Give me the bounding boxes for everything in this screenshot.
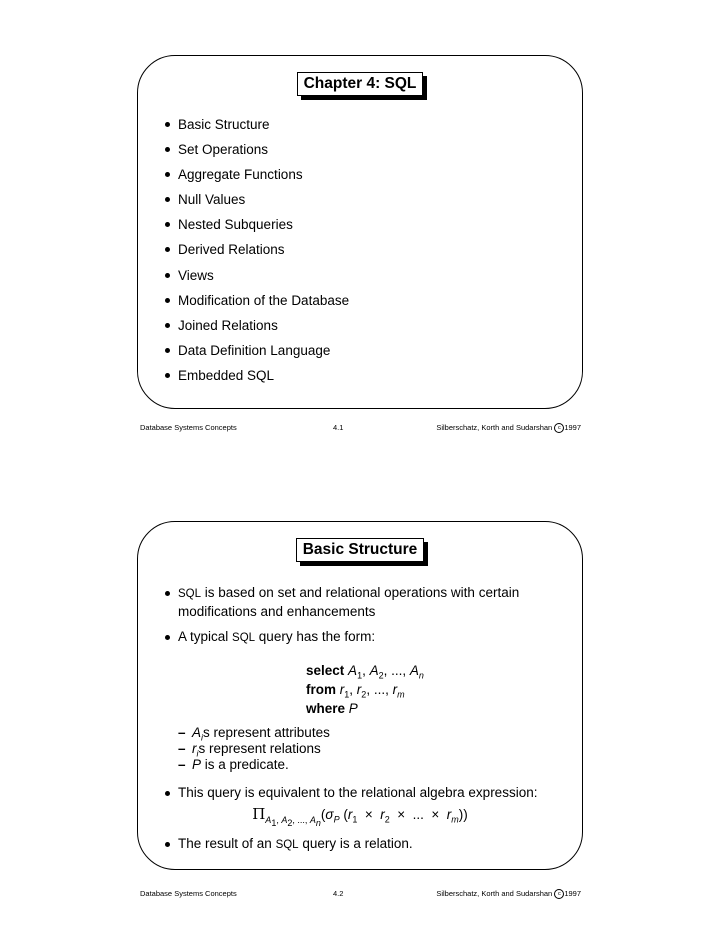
slide-1-title-wrap: [138, 72, 582, 96]
footer-authors: Silberschatz, Korth and Sudarshan c 1997: [436, 423, 581, 432]
list-item: Basic Structure: [164, 115, 349, 140]
sql-query-form: [306, 661, 424, 718]
slide-2-frame: [137, 521, 583, 870]
list-item: Aggregate Functions: [164, 165, 349, 190]
bullet-result-relation: The result of an SQL query is a relation.: [164, 835, 574, 854]
bullet-icon: [165, 122, 170, 127]
slide-1-frame: [137, 55, 583, 409]
list-item: Joined Relations: [164, 316, 349, 341]
footer-authors: Silberschatz, Korth and Sudarshan c 1997: [436, 889, 581, 898]
slide-2-title-wrap: [138, 538, 582, 562]
query-component-list: [178, 725, 330, 773]
bullet-icon: [165, 222, 170, 227]
copyright-icon: c: [554, 423, 564, 433]
list-item: Views: [164, 266, 349, 291]
select-clause: select $A_1$, $A_2$, ..., $A_n$: [306, 663, 424, 681]
bullet-icon: [165, 791, 170, 796]
list-item: Derived Relations: [164, 240, 349, 265]
list-item: Nested Subqueries: [164, 215, 349, 240]
bullet-icon: [165, 348, 170, 353]
slide-2-title: Basic Structure: [296, 538, 425, 562]
bullet-equivalence: This query is equivalent to the relational algebra expression:: [164, 784, 574, 802]
bullet-icon: [165, 842, 170, 847]
bullet-icon: [165, 247, 170, 252]
footer-page-number: 4.2: [333, 889, 344, 898]
bullet-icon: [165, 147, 170, 152]
list-item: – $r_is$ represent relations: [178, 741, 321, 759]
bullet-sql-basis: SQL is based on set and relational operations with certain modifications and enhancements: [164, 584, 574, 621]
bullet-icon: [165, 172, 170, 177]
list-item: – $A_is$ represent attributes: [178, 725, 330, 743]
footer-book-title: Database Systems Concepts: [140, 889, 237, 898]
list-item: Modification of the Database: [164, 291, 349, 316]
list-item: Data Definition Language: [164, 341, 349, 366]
list-item: Embedded SQL: [164, 366, 349, 391]
list-item: Set Operations: [164, 140, 349, 165]
footer-book-title: Database Systems Concepts: [140, 423, 237, 432]
from-clause: from $r_1$, $r_2$, ..., $r_m$: [306, 682, 405, 700]
bullet-typical-query: A typical SQL query has the form:: [164, 628, 574, 647]
bullet-icon: [165, 591, 170, 596]
chapter-outline-list: [164, 115, 349, 391]
bullet-icon: [165, 273, 170, 278]
bullet-icon: [165, 197, 170, 202]
bullet-icon: [165, 635, 170, 640]
list-item: – P is a predicate.: [178, 757, 289, 772]
bullet-icon: [165, 298, 170, 303]
relational-algebra-expression: $\Pi_{A_1, A_2, ..., A_n}(\sigma_P$ ($r_1 \times r_2$ × ... × $r_m$)): [252, 805, 468, 828]
footer-page-number: 4.1: [333, 423, 344, 432]
where-clause: where P: [306, 701, 358, 716]
bullet-icon: [165, 373, 170, 378]
bullet-icon: [165, 323, 170, 328]
copyright-icon: c: [554, 889, 564, 899]
slide-1-title: Chapter 4: SQL: [297, 72, 424, 96]
list-item: Null Values: [164, 190, 349, 215]
